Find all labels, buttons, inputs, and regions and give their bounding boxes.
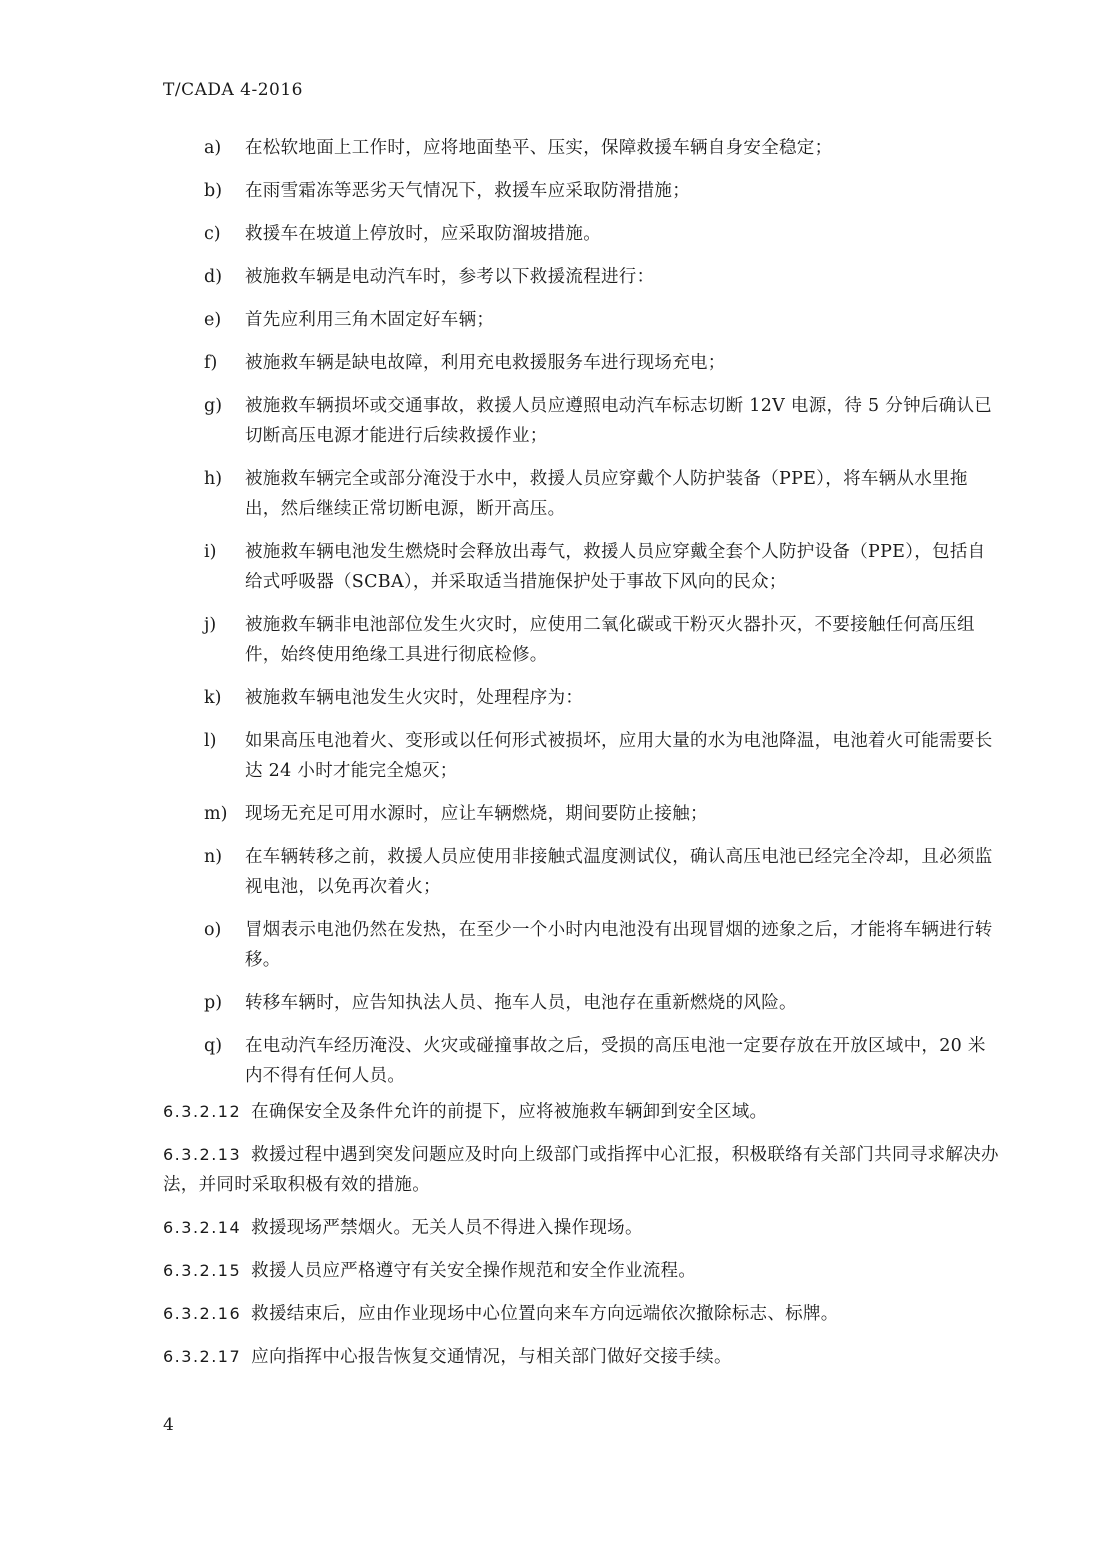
list-item xyxy=(163,176,1000,206)
list-item-label: n) xyxy=(204,847,223,867)
clause-number: 6.3.2.17 xyxy=(163,1347,242,1366)
list-item-label: d) xyxy=(204,267,223,287)
clause-paragraph xyxy=(163,1213,1000,1243)
list-item-text: 被施救车辆完全或部分淹没于水中，救援人员应穿戴个人防护装备（PPE），将车辆从水里拖出，然后继续正常切断电源，断开高压。 xyxy=(245,469,968,519)
clause-text: 在确保安全及条件允许的前提下，应将被施救车辆卸到安全区域。 xyxy=(251,1102,768,1122)
clause-text: 应向指挥中心报告恢复交通情况，与相关部门做好交接手续。 xyxy=(251,1347,732,1367)
list-item xyxy=(163,305,1000,335)
list-item xyxy=(163,915,1000,975)
list-item-text: 被施救车辆电池发生燃烧时会释放出毒气，救援人员应穿戴全套个人防护设备（PPE），包括自给式呼吸器（SCBA），并采取适当措施保护处于事故下风向的民众； xyxy=(245,542,986,592)
clause-paragraph xyxy=(163,1097,1000,1127)
list-item-text: 现场无充足可用水源时，应让车辆燃烧，期间要防止接触； xyxy=(245,804,708,824)
clause-number: 6.3.2.16 xyxy=(163,1304,242,1323)
list-item-text: 在雨雪霜冻等恶劣天气情况下，救援车应采取防滑措施； xyxy=(245,181,690,201)
list-item xyxy=(163,133,1000,163)
clause-number: 6.3.2.13 xyxy=(163,1145,242,1164)
list-item-text: 被施救车辆是电动汽车时，参考以下救援流程进行： xyxy=(245,267,655,287)
list-item-text: 在电动汽车经历淹没、火灾或碰撞事故之后，受损的高压电池一定要存放在开放区域中，20 米内不得有任何人员。 xyxy=(245,1036,986,1086)
list-item-text: 首先应利用三角木固定好车辆； xyxy=(245,310,495,330)
list-item-text: 被施救车辆损坏或交通事故，救援人员应遵照电动汽车标志切断 12V 电源，待 5 分钟后确认已切断高压电源才能进行后续救援作业； xyxy=(245,396,993,446)
list-item-label: c) xyxy=(204,224,221,244)
list-item xyxy=(163,537,1000,597)
list-item-label: a) xyxy=(204,138,222,158)
list-item-text: 如果高压电池着火、变形或以任何形式被损坏，应用大量的水为电池降温，电池着火可能需要长达 24 小时才能完全熄灭； xyxy=(245,731,993,781)
clause-number: 6.3.2.14 xyxy=(163,1218,242,1237)
list-item-label: h) xyxy=(204,469,223,489)
list-item-text: 转移车辆时，应告知执法人员、拖车人员，电池存在重新燃烧的风险。 xyxy=(245,993,797,1013)
list-item xyxy=(163,726,1000,786)
list-item-label: b) xyxy=(204,181,223,201)
clause-paragraph xyxy=(163,1256,1000,1286)
list-item-text: 在松软地面上工作时，应将地面垫平、压实，保障救援车辆自身安全稳定； xyxy=(245,138,833,158)
list-item-label: q) xyxy=(204,1036,223,1056)
list-item-label: l) xyxy=(204,731,217,751)
clause-text: 救援现场严禁烟火。无关人员不得进入操作现场。 xyxy=(251,1218,643,1238)
list-item-text: 救援车在坡道上停放时，应采取防溜坡措施。 xyxy=(245,224,601,244)
list-item xyxy=(163,683,1000,713)
list-item-label: p) xyxy=(204,993,223,1013)
clause-text: 救援人员应严格遵守有关安全操作规范和安全作业流程。 xyxy=(251,1261,697,1281)
list-item-label: m) xyxy=(204,804,228,824)
document-code-header: T/CADA 4-2016 xyxy=(163,80,303,100)
procedure-list xyxy=(163,133,1000,1104)
list-item xyxy=(163,219,1000,249)
list-item-text: 被施救车辆电池发生火灾时，处理程序为： xyxy=(245,688,584,708)
list-item-label: g) xyxy=(204,396,223,416)
list-item-label: o) xyxy=(204,920,222,940)
clause-paragraph xyxy=(163,1140,1000,1200)
list-item-text: 被施救车辆是缺电故障，利用充电救援服务车进行现场充电； xyxy=(245,353,726,373)
list-item xyxy=(163,1031,1000,1091)
list-item-text: 冒烟表示电池仍然在发热，在至少一个小时内电池没有出现冒烟的迹象之后，才能将车辆进行转移。 xyxy=(245,920,993,970)
list-item-label: k) xyxy=(204,688,222,708)
page-number: 4 xyxy=(163,1415,174,1435)
list-item-label: e) xyxy=(204,310,222,330)
list-item-label: i) xyxy=(204,542,217,562)
list-item xyxy=(163,391,1000,451)
clause-text: 救援结束后，应由作业现场中心位置向来车方向远端依次撤除标志、标牌。 xyxy=(251,1304,839,1324)
list-item xyxy=(163,262,1000,292)
clause-number: 6.3.2.12 xyxy=(163,1102,242,1121)
list-item-text: 被施救车辆非电池部位发生火灾时，应使用二氧化碳或干粉灭火器扑灭，不要接触任何高压组件，始终使用绝缘工具进行彻底检修。 xyxy=(245,615,975,665)
list-item xyxy=(163,348,1000,378)
clause-text: 救援过程中遇到突发问题应及时向上级部门或指挥中心汇报，积极联络有关部门共同寻求解决办法，并同时采取积极有效的措施。 xyxy=(163,1145,999,1195)
list-item xyxy=(163,988,1000,1018)
list-item-text: 在车辆转移之前，救援人员应使用非接触式温度测试仪，确认高压电池已经完全冷却，且必须监视电池，以免再次着火； xyxy=(245,847,993,897)
list-item xyxy=(163,842,1000,902)
clause-paragraph xyxy=(163,1342,1000,1372)
clause-number: 6.3.2.15 xyxy=(163,1261,242,1280)
list-item xyxy=(163,464,1000,524)
list-item xyxy=(163,799,1000,829)
list-item-label: j) xyxy=(204,615,217,635)
clause-list xyxy=(163,1097,1000,1385)
list-item-label: f) xyxy=(204,353,218,373)
clause-paragraph xyxy=(163,1299,1000,1329)
list-item xyxy=(163,610,1000,670)
